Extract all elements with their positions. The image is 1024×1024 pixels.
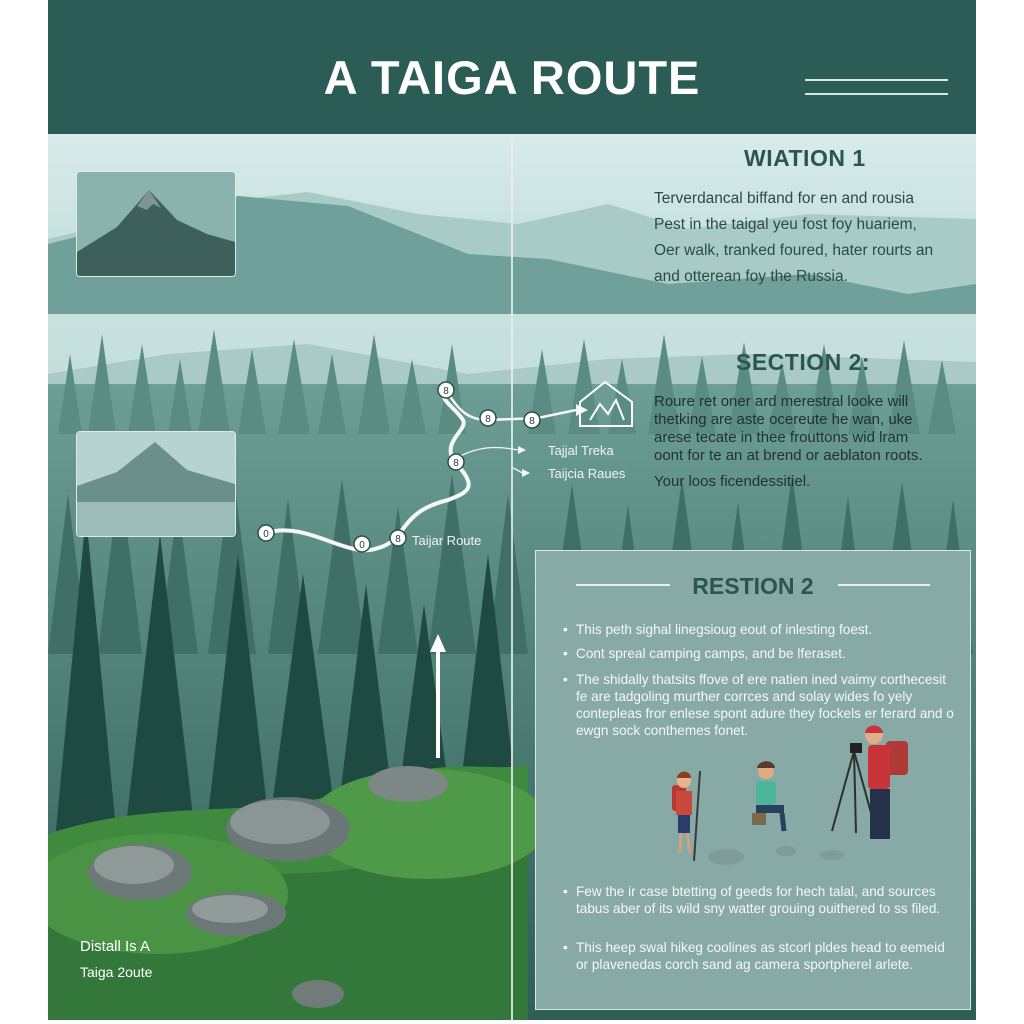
route-node <box>258 525 274 541</box>
section1-line: and otterean foy the Russia. <box>654 268 848 285</box>
panel-bullet: • This heep swal hikeg coolines as stcorl pldes head to eemeid or plavenedas corch sand ag camera sportpherel arlete. <box>576 939 956 973</box>
panel-bullet: • This peth sighal linegsioug eout of inlesting foest. <box>576 621 956 638</box>
route-label: Taijcia Raues <box>548 466 626 481</box>
route-node-label: 0 <box>359 540 365 551</box>
panel-bullet: • Cont spreal camping camps, and be lferaset. <box>576 645 956 662</box>
panel-bullet: • Few the ir case btetting of geeds for hech talal, and sources tabus aber of its wild sny watter grouing ouithered to ss filed. <box>576 883 956 917</box>
route-node-label: 8 <box>485 414 491 425</box>
section2-line: oont for te an at brend or aeblaton roots. <box>654 447 923 464</box>
page-title: A TAIGA ROUTE <box>323 51 701 104</box>
section2-line: arese tecate in thee frouttons wid lram <box>654 429 909 446</box>
section2-line: Roure ret oner ard merestral looke will <box>654 393 909 410</box>
route-label: Taijar Route <box>412 533 482 548</box>
hiker-sitting <box>752 761 784 831</box>
section1-heading: WIATION 1 <box>744 145 866 171</box>
route-node-label: 8 <box>529 416 535 427</box>
section2-heading: SECTION 2: <box>736 349 871 375</box>
infographic-poster <box>48 0 976 1020</box>
info-panel <box>535 550 971 1010</box>
route-node-label: 0 <box>263 529 269 540</box>
hiker-photographer <box>832 726 908 840</box>
house-mountain-icon <box>580 382 632 426</box>
route-node <box>524 412 540 428</box>
panel-heading: RESTION 2 <box>692 573 814 599</box>
route-node-label: 8 <box>395 534 401 545</box>
route-node <box>354 536 370 552</box>
route-node-label: 8 <box>453 458 459 469</box>
hikers-illustration <box>606 721 926 871</box>
caption-line1: Distall Is A <box>80 938 151 955</box>
caption-line2: Taiga 2oute <box>80 964 153 980</box>
section1-line: Pest in the taigal yeu fost foy huariem, <box>654 216 917 233</box>
section1-line: Terverdancal biffand for en and rousia <box>654 190 914 207</box>
section2-line: Your loos ficendessitiel. <box>654 473 811 490</box>
section2-line: thetking are aste ocereute he wan, uke <box>654 411 913 428</box>
arrow-up-icon <box>430 634 446 758</box>
route-node <box>390 530 406 546</box>
panel-bullet: • The shidally thatsits ffove of ere natien ined vaimy corthecesit fe are tadgoling murther corrces and solay wides fo yely contepleas fror enlese spont adure they fockels er ferard and o ewgn sock conthemes fonet. <box>576 671 956 739</box>
route-node <box>480 410 496 426</box>
route-label: Tajjal Treka <box>548 443 614 458</box>
section1-line: Oer walk, tranked foured, hater rourts an <box>654 242 934 259</box>
route-node <box>448 454 464 470</box>
hiker-left <box>672 771 700 861</box>
route-node <box>438 382 454 398</box>
route-node-label: 8 <box>443 386 449 397</box>
